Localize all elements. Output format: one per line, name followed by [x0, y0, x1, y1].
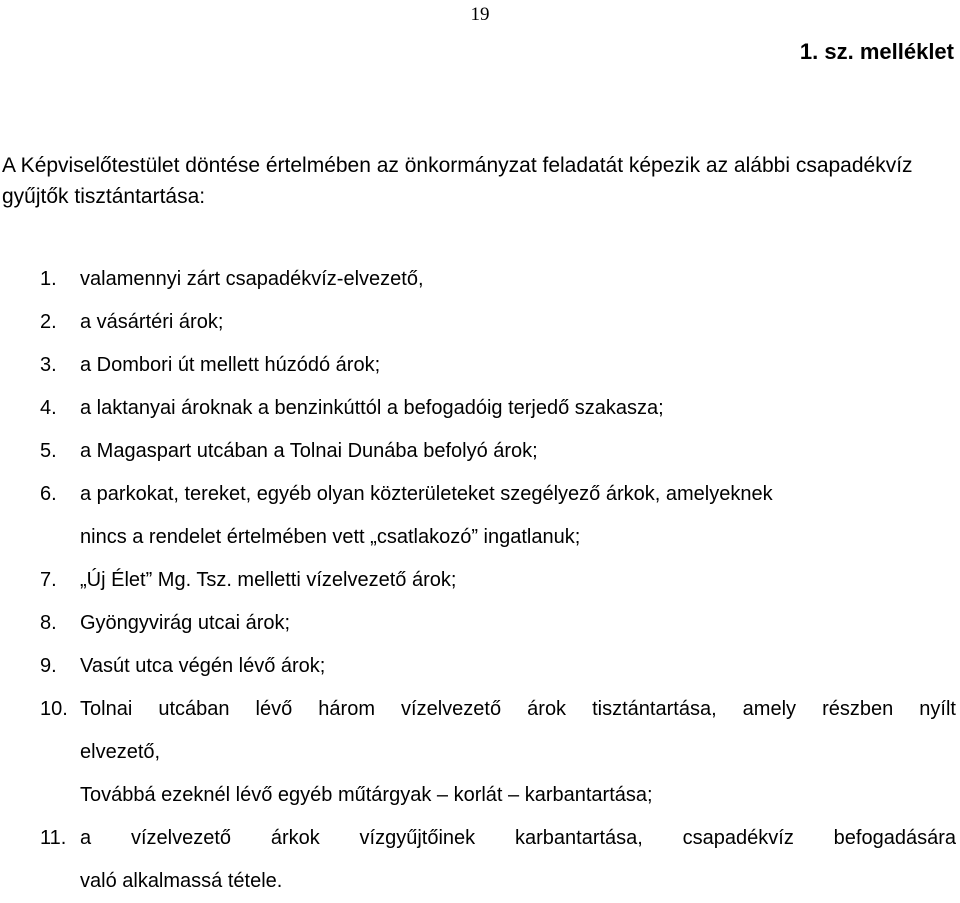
item-line: „Új Élet” Mg. Tsz. melletti vízelvezető árok;: [80, 569, 457, 591]
item-number: 3.: [40, 354, 57, 376]
item-text: [80, 258, 956, 301]
annex-title: 1. sz. melléklet: [799, 39, 954, 64]
item-text: [80, 645, 956, 688]
item-line: valamennyi zárt csapadékvíz-elvezető,: [80, 268, 424, 290]
item-text: [80, 301, 956, 344]
list-item-7: [40, 559, 956, 602]
list-item-9: [40, 645, 956, 688]
item-line: a vízelvezető árkok vízgyűjtőinek karbantartása, csapadékvíz befogadására: [80, 827, 956, 849]
item-line: Továbbá ezeknél lévő egyéb műtárgyak – korlát – karbantartása;: [80, 784, 653, 806]
item-number: 8.: [40, 612, 57, 634]
list-item-2: [40, 301, 956, 344]
item-number: 5.: [40, 440, 57, 462]
item-number: 10.: [40, 698, 68, 720]
item-text: [80, 559, 956, 602]
list-item-6: [40, 473, 956, 559]
item-text: [80, 473, 956, 559]
item-line: nincs a rendelet értelmében vett „csatlakozó” ingatlanuk;: [80, 526, 581, 548]
item-text: [80, 817, 956, 903]
item-number: 9.: [40, 655, 57, 677]
item-number: 1.: [40, 268, 57, 290]
page-number: 19: [470, 4, 490, 25]
list-item-10: [40, 688, 956, 817]
item-text: [80, 602, 956, 645]
item-line: a Magaspart utcában a Tolnai Dunába befolyó árok;: [80, 440, 538, 462]
list-item-8: [40, 602, 956, 645]
item-line: Gyöngyvirág utcai árok;: [80, 612, 291, 634]
item-number: 6.: [40, 483, 57, 505]
item-text: [80, 430, 956, 473]
item-number: 4.: [40, 397, 57, 419]
item-text: [80, 387, 956, 430]
item-line: való alkalmassá tétele.: [80, 870, 283, 892]
item-text: [80, 344, 956, 387]
item-line: a Dombori út mellett húzódó árok;: [80, 354, 381, 376]
intro-paragraph: A Képviselőtestület döntése értelmében az önkormányzat feladatát képezik az alábbi csapadékvíz gyűjtők tisztántartása:: [2, 154, 913, 208]
item-number: 7.: [40, 569, 57, 591]
item-number: 11.: [40, 827, 67, 849]
item-number: 2.: [40, 311, 57, 333]
list-item-4: [40, 387, 956, 430]
list-item-3: [40, 344, 956, 387]
item-line: a vásártéri árok;: [80, 311, 224, 333]
item-line: a laktanyai ároknak a benzinkúttól a befogadóig terjedő szakasza;: [80, 397, 664, 419]
item-text: [80, 688, 956, 817]
list-item-11: [40, 817, 956, 903]
list-item-5: [40, 430, 956, 473]
item-line: elvezető,: [80, 741, 161, 763]
list-item-1: [40, 258, 956, 301]
drainage-list: [40, 258, 956, 903]
item-line: Tolnai utcában lévő három vízelvezető árok tisztántartása, amely részben nyílt: [80, 698, 956, 720]
item-line: a parkokat, tereket, egyéb olyan közterületeket szegélyező árkok, amelyeknek: [80, 483, 773, 505]
item-line: Vasút utca végén lévő árok;: [80, 655, 326, 677]
